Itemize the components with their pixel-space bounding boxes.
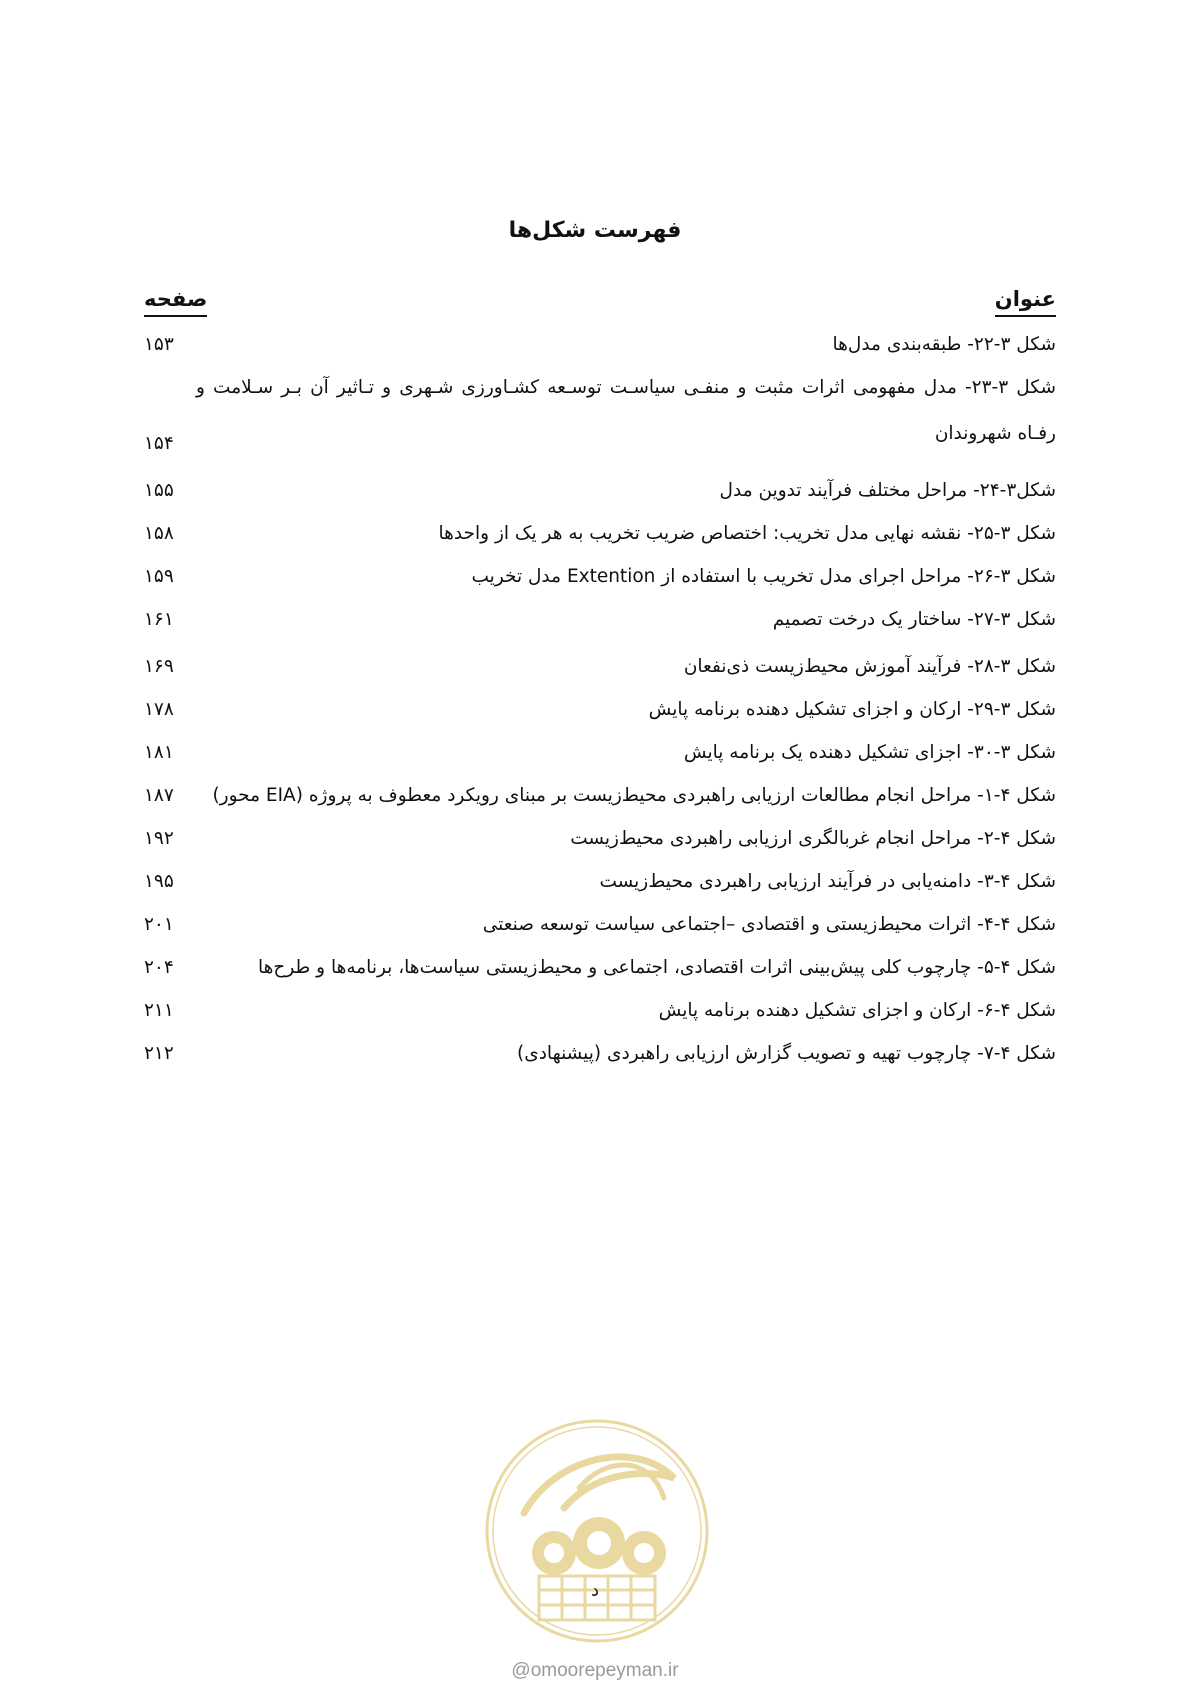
list-item[interactable] — [144, 783, 1056, 809]
website-watermark — [0, 1660, 1190, 1682]
entry-page: ۱۵۳ — [144, 334, 174, 355]
entry-title: شکل ۳-۲۹- ارکان و اجزای تشکیل دهنده برنامه پایش — [648, 699, 1056, 720]
list-item[interactable] — [144, 826, 1056, 852]
entry-title: شکل ۴-۲- مراحل انجام غربالگری ارزیابی راهبردی محیط‌زیست — [570, 828, 1056, 849]
entry-page: ۱۸۷ — [144, 785, 174, 806]
table-of-figures — [144, 332, 1056, 1084]
list-item[interactable] — [144, 912, 1056, 938]
list-item[interactable] — [144, 697, 1056, 723]
list-item[interactable] — [144, 375, 1056, 457]
list-item[interactable] — [144, 654, 1056, 680]
list-item[interactable] — [144, 955, 1056, 981]
entry-page: ۱۵۹ — [144, 566, 174, 587]
entry-title: شکل ۳-۲۸- فرآیند آموزش محیط‌زیست ذی‌نفعان — [683, 656, 1056, 677]
entry-page: ۱۸۱ — [144, 742, 174, 763]
page-number: د — [590, 1580, 599, 1601]
entry-page: ۱۵۸ — [144, 523, 174, 544]
entry-page: ۱۹۵ — [144, 871, 174, 892]
entry-title: شکل ۴-۳- دامنه‌یابی در فرآیند ارزیابی راهبردی محیط‌زیست — [599, 871, 1056, 892]
entry-page: ۱۵۵ — [144, 480, 174, 501]
column-header-page: صفحه — [144, 284, 207, 317]
list-item[interactable] — [144, 478, 1056, 504]
entry-title: شکل ۳-۲۲- طبقه‌بندی مدل‌ها — [832, 334, 1056, 355]
entry-title: شکل ۳-۲۷- ساختار یک درخت تصمیم — [772, 609, 1056, 630]
column-header-title: عنوان — [995, 284, 1056, 317]
entry-page: ۲۰۱ — [144, 914, 174, 935]
entry-title: شکل ۴-۱- مراحل انجام مطالعات ارزیابی راهبردی محیط‌زیست بر مبنای رویکرد معطوف به پروژه (EIA محور) — [212, 785, 1056, 806]
entry-title: شکل ۴-۶- ارکان و اجزای تشکیل دهنده برنامه پایش — [658, 1000, 1056, 1021]
entry-page: ۱۵۴ — [144, 433, 174, 454]
entry-title: شکل ۳-۲۳- مدل مفهومی اثرات مثبت و منفـی سیاسـت توسـعه کشـاورزی شـهری و تـاثیر آن بـر سـلامت و رفـاه شهروندان — [196, 377, 1056, 444]
list-item[interactable] — [144, 740, 1056, 766]
entry-page: ۱۹۲ — [144, 828, 174, 849]
list-item[interactable] — [144, 521, 1056, 547]
entry-title: شکل ۴-۷- چارچوب تهیه و تصویب گزارش ارزیابی راهبردی (پیشنهادی) — [517, 1043, 1056, 1064]
website-text: omoorepeyman.ir — [530, 1660, 679, 1681]
entry-title: شکل ۳-۲۶- مراحل اجرای مدل تخریب با استفاده از Extention مدل تخریب — [471, 566, 1056, 587]
entry-title: شکل ۳-۳۰- اجزای تشکیل دهنده یک برنامه پایش — [683, 742, 1056, 763]
list-item[interactable] — [144, 607, 1056, 633]
entry-page: ۲۱۱ — [144, 1000, 174, 1021]
entry-page: ۱۶۱ — [144, 609, 174, 630]
at-icon: @ — [511, 1660, 531, 1681]
list-item[interactable] — [144, 564, 1056, 590]
entry-title: شکل ۴-۵- چارچوب کلی پیش‌بینی اثرات اقتصادی، اجتماعی و محیط‌زیستی سیاست‌ها، برنامه‌ها و طرح‌ها — [258, 957, 1056, 978]
entry-title: شکل۳-۲۴- مراحل مختلف فرآیند تدوین مدل — [719, 480, 1056, 501]
watermark-seal-logo — [484, 1418, 710, 1644]
entry-title: شکل ۴-۴- اثرات محیط‌زیستی و اقتصادی –اجتماعی سیاست توسعه صنعتی — [482, 914, 1056, 935]
list-item[interactable] — [144, 332, 1056, 358]
page-title: فهرست شکل‌ها — [508, 218, 682, 243]
list-item[interactable] — [144, 869, 1056, 895]
entry-title: شکل ۳-۲۵- نقشه نهایی مدل تخریب: اختصاص ضریب تخریب به هر یک از واحدها — [438, 523, 1056, 544]
entry-page: ۲۱۲ — [144, 1043, 174, 1064]
entry-page: ۱۷۸ — [144, 699, 174, 720]
entry-page: ۱۶۹ — [144, 656, 174, 677]
list-item[interactable] — [144, 1041, 1056, 1067]
entry-page: ۲۰۴ — [144, 957, 174, 978]
list-item[interactable] — [144, 998, 1056, 1024]
